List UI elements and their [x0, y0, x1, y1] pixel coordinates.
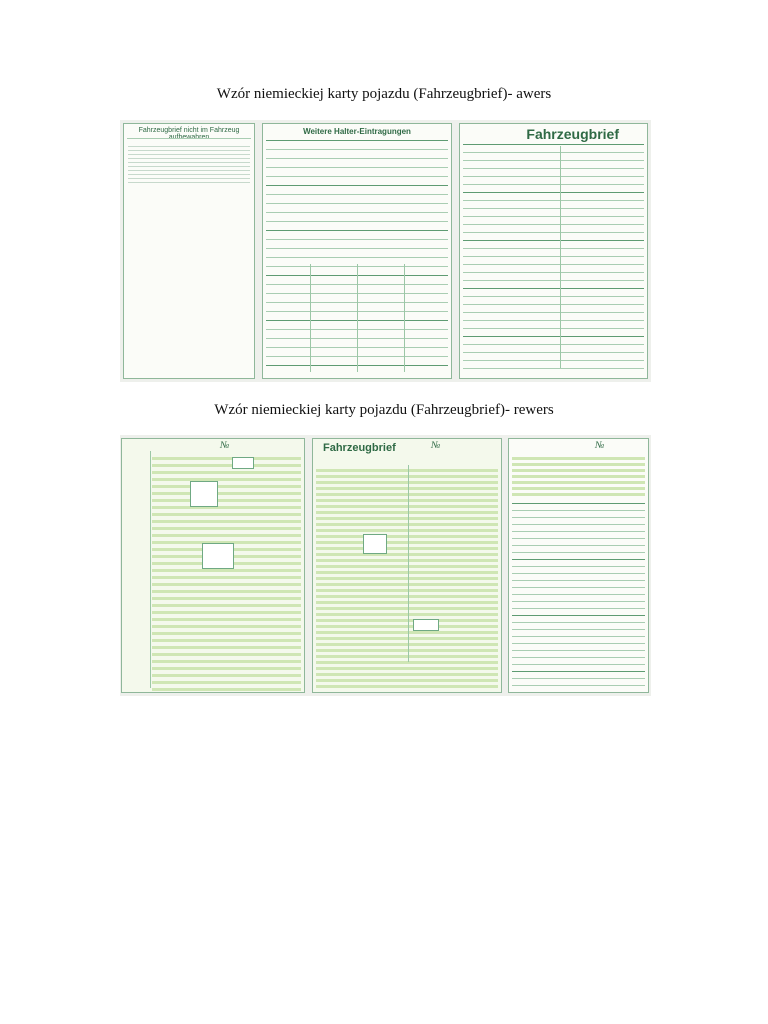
form-fill-stripe — [152, 534, 301, 537]
back-middle-panel — [312, 438, 502, 693]
form-fill-stripe — [316, 571, 498, 574]
form-rule-line — [512, 643, 645, 644]
form-fill-stripe — [152, 688, 301, 691]
form-fill-stripe — [316, 607, 498, 610]
form-rule-line — [463, 208, 644, 209]
form-rule-line — [512, 601, 645, 602]
back-left-panel-number: № — [220, 440, 230, 451]
form-rule-line — [266, 140, 448, 141]
form-rule-line — [463, 288, 644, 289]
form-rule-line — [463, 360, 644, 361]
form-column-line — [560, 146, 561, 368]
form-rule-line — [512, 538, 645, 539]
form-rule-line — [463, 216, 644, 217]
form-fill-stripe — [512, 493, 645, 496]
form-fill-stripe — [316, 475, 498, 478]
form-fill-stripe — [152, 471, 301, 474]
form-rule-line — [463, 304, 644, 305]
form-rule-line — [127, 138, 251, 139]
form-fill-stripe — [152, 639, 301, 642]
faint-text-line — [128, 170, 250, 171]
form-fill-stripe — [316, 529, 498, 532]
form-rule-line — [463, 272, 644, 273]
form-rule-line — [463, 344, 644, 345]
form-rule-line — [512, 510, 645, 511]
form-rule-line — [512, 552, 645, 553]
faint-text-line — [128, 162, 250, 163]
form-fill-stripe — [152, 492, 301, 495]
form-rule-line — [463, 248, 644, 249]
form-rule-line — [266, 194, 448, 195]
form-rule-line — [266, 257, 448, 258]
form-rule-line — [463, 152, 644, 153]
faint-text-line — [128, 146, 250, 147]
form-rule-line — [463, 224, 644, 225]
faint-text-line — [128, 174, 250, 175]
form-fill-stripe — [152, 611, 301, 614]
form-rule-line — [266, 167, 448, 168]
back-middle-panel-number: № — [431, 440, 441, 451]
front-scan-image — [120, 120, 651, 382]
form-fill-stripe — [152, 625, 301, 628]
form-rule-line — [512, 678, 645, 679]
form-rule-line — [463, 168, 644, 169]
form-fill-stripe — [152, 583, 301, 586]
form-rule-line — [463, 160, 644, 161]
front-caption: Wzór niemieckiej karty pojazdu (Fahrzeugbrief)- awers — [216, 86, 552, 102]
form-fill-stripe — [512, 463, 645, 466]
back-middle-panel-title: Fahrzeugbrief — [323, 442, 396, 454]
front-middle-panel-title: Weitere Halter-Eintragungen — [303, 127, 411, 136]
form-box — [413, 619, 439, 631]
form-fill-stripe — [316, 517, 498, 520]
form-box — [363, 534, 387, 554]
form-rule-line — [512, 664, 645, 665]
form-rule-line — [266, 221, 448, 222]
form-fill-stripe — [316, 649, 498, 652]
form-fill-stripe — [152, 478, 301, 481]
front-middle-panel — [262, 123, 452, 379]
form-rule-line — [512, 629, 645, 630]
form-fill-stripe — [152, 527, 301, 530]
form-rule-line — [463, 144, 644, 145]
form-rule-line — [512, 657, 645, 658]
form-fill-stripe — [316, 613, 498, 616]
form-rule-line — [463, 240, 644, 241]
front-right-panel — [459, 123, 648, 379]
form-rule-line — [463, 336, 644, 337]
form-fill-stripe — [316, 619, 498, 622]
form-fill-stripe — [316, 565, 498, 568]
form-fill-stripe — [316, 511, 498, 514]
form-rule-line — [266, 158, 448, 159]
form-fill-stripe — [316, 559, 498, 562]
form-column-line — [310, 264, 311, 372]
form-rule-line — [512, 615, 645, 616]
form-rule-line — [512, 636, 645, 637]
form-column-line — [357, 264, 358, 372]
form-fill-stripe — [316, 637, 498, 640]
form-fill-stripe — [152, 646, 301, 649]
form-rule-line — [512, 573, 645, 574]
form-fill-stripe — [316, 487, 498, 490]
form-fill-stripe — [316, 595, 498, 598]
faint-text-line — [128, 154, 250, 155]
form-fill-stripe — [316, 541, 498, 544]
form-rule-line — [266, 185, 448, 186]
form-fill-stripe — [152, 485, 301, 488]
form-fill-stripe — [316, 469, 498, 472]
form-rule-line — [463, 232, 644, 233]
form-rule-line — [266, 248, 448, 249]
form-fill-stripe — [316, 481, 498, 484]
form-fill-stripe — [512, 475, 645, 478]
form-rule-line — [512, 594, 645, 595]
form-rule-line — [266, 149, 448, 150]
form-rule-line — [512, 524, 645, 525]
faint-text-line — [128, 150, 250, 151]
front-left-panel — [123, 123, 255, 379]
form-rule-line — [266, 212, 448, 213]
form-rule-line — [463, 192, 644, 193]
form-rule-line — [463, 256, 644, 257]
form-fill-stripe — [152, 569, 301, 572]
form-rule-line — [463, 200, 644, 201]
faint-text-line — [128, 178, 250, 179]
form-box — [190, 481, 218, 507]
form-fill-stripe — [512, 487, 645, 490]
form-rule-line — [463, 312, 644, 313]
form-fill-stripe — [316, 493, 498, 496]
form-rule-line — [512, 587, 645, 588]
form-fill-stripe — [316, 655, 498, 658]
back-caption: Wzór niemieckiej karty pojazdu (Fahrzeugbrief)- rewers — [214, 402, 554, 418]
form-fill-stripe — [316, 505, 498, 508]
form-rule-line — [463, 176, 644, 177]
back-right-panel — [508, 438, 649, 693]
form-fill-stripe — [512, 469, 645, 472]
form-fill-stripe — [152, 590, 301, 593]
form-rule-line — [512, 622, 645, 623]
form-rule-line — [463, 328, 644, 329]
form-fill-stripe — [316, 625, 498, 628]
form-fill-stripe — [316, 631, 498, 634]
form-rule-line — [512, 531, 645, 532]
form-fill-stripe — [152, 520, 301, 523]
form-fill-stripe — [152, 464, 301, 467]
form-fill-stripe — [152, 597, 301, 600]
form-fill-stripe — [316, 553, 498, 556]
form-fill-stripe — [316, 547, 498, 550]
form-fill-stripe — [316, 673, 498, 676]
form-rule-line — [512, 545, 645, 546]
form-rule-line — [266, 203, 448, 204]
faint-text-line — [128, 166, 250, 167]
form-fill-stripe — [152, 513, 301, 516]
form-rule-line — [512, 580, 645, 581]
back-scan-image — [120, 435, 651, 696]
form-fill-stripe — [152, 653, 301, 656]
form-fill-stripe — [316, 577, 498, 580]
form-fill-stripe — [512, 457, 645, 460]
form-rule-line — [266, 239, 448, 240]
form-fill-stripe — [316, 583, 498, 586]
form-fill-stripe — [316, 643, 498, 646]
faint-text-line — [128, 182, 250, 183]
form-rule-line — [512, 559, 645, 560]
back-right-panel-number: № — [595, 440, 605, 451]
form-fill-stripe — [512, 481, 645, 484]
form-fill-stripe — [316, 499, 498, 502]
form-fill-stripe — [152, 576, 301, 579]
form-column-line — [408, 465, 409, 662]
form-fill-stripe — [316, 667, 498, 670]
form-rule-line — [512, 608, 645, 609]
form-rule-line — [512, 517, 645, 518]
form-fill-stripe — [152, 681, 301, 684]
form-fill-stripe — [152, 457, 301, 460]
form-rule-line — [463, 368, 644, 369]
form-box — [202, 543, 234, 569]
form-fill-stripe — [316, 661, 498, 664]
form-rule-line — [463, 264, 644, 265]
form-rule-line — [463, 320, 644, 321]
form-rule-line — [266, 230, 448, 231]
form-fill-stripe — [316, 535, 498, 538]
form-rule-line — [512, 566, 645, 567]
form-fill-stripe — [152, 674, 301, 677]
form-fill-stripe — [152, 618, 301, 621]
faint-text-line — [128, 158, 250, 159]
form-rule-line — [512, 503, 645, 504]
form-box — [232, 457, 254, 469]
front-right-panel-title: Fahrzeugbrief — [526, 126, 619, 142]
front-left-panel-title: Fahrzeugbrief nicht im Fahrzeug aufbewahren — [138, 127, 240, 141]
form-fill-stripe — [316, 523, 498, 526]
form-fill-stripe — [152, 632, 301, 635]
form-column-line — [404, 264, 405, 372]
form-fill-stripe — [152, 667, 301, 670]
form-fill-stripe — [316, 679, 498, 682]
form-fill-stripe — [316, 685, 498, 688]
form-fill-stripe — [152, 499, 301, 502]
form-column-line — [150, 451, 151, 688]
form-rule-line — [512, 650, 645, 651]
form-rule-line — [512, 671, 645, 672]
form-fill-stripe — [152, 506, 301, 509]
form-fill-stripe — [316, 589, 498, 592]
form-rule-line — [266, 176, 448, 177]
form-rule-line — [463, 280, 644, 281]
form-rule-line — [512, 685, 645, 686]
form-fill-stripe — [152, 660, 301, 663]
back-left-panel — [121, 438, 305, 693]
form-fill-stripe — [316, 601, 498, 604]
form-fill-stripe — [152, 604, 301, 607]
form-rule-line — [463, 352, 644, 353]
form-rule-line — [463, 184, 644, 185]
form-rule-line — [463, 296, 644, 297]
